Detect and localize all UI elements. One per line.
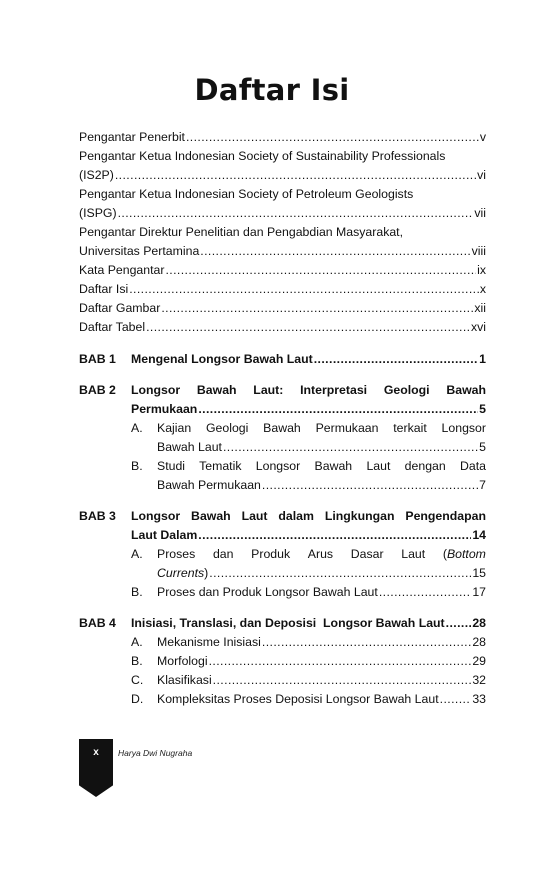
section-letter: B.	[131, 585, 143, 599]
toc-chapter-title: Mengenal Longsor Bawah Laut	[131, 352, 313, 366]
toc-section-3b[interactable]	[157, 583, 486, 601]
chapter-label: BAB 2	[79, 383, 116, 397]
toc-section-3a-line2[interactable]	[157, 564, 486, 582]
toc-section-title: Kompleksitas Proses Deposisi Longsor Bawah Laut	[157, 692, 439, 706]
toc-leader-dots	[379, 583, 472, 601]
toc-entry-text: Daftar Gambar	[79, 301, 161, 315]
toc-section-2a-line2[interactable]	[157, 438, 486, 456]
toc-leader-dots	[209, 652, 472, 670]
author-name: Harya Dwi Nugraha	[118, 748, 193, 758]
word: Proses	[157, 547, 196, 561]
section-letter: B.	[131, 654, 143, 668]
toc-section-title: Klasifikasi	[157, 673, 212, 687]
toc-section-2b-line1[interactable]	[157, 457, 486, 475]
toc-entry-text: Daftar Tabel	[79, 320, 146, 334]
word: (Bottom	[442, 547, 486, 561]
toc-page-number: 32	[472, 673, 486, 687]
chapter-label: BAB 3	[79, 509, 116, 523]
toc-page-number: 1	[479, 352, 486, 366]
section-letter: D.	[131, 692, 144, 706]
section-letter: C.	[131, 673, 144, 687]
toc-chapter-3-line2[interactable]	[131, 526, 486, 544]
table-of-contents	[79, 0, 486, 869]
toc-leader-dots	[200, 242, 470, 260]
toc-page-number: 17	[472, 585, 486, 599]
toc-leader-dots	[314, 350, 478, 368]
toc-page-number: 33	[472, 692, 486, 706]
toc-page-number: vi	[477, 168, 486, 182]
toc-section-title: Mekanisme Inisiasi	[157, 635, 261, 649]
toc-leader-dots	[165, 261, 476, 279]
toc-page-number: ix	[477, 263, 486, 277]
toc-entry-text: Pengantar Ketua Indonesian Society of Petroleum Geologists	[79, 187, 414, 201]
section-letter: A.	[131, 547, 143, 561]
toc-section-title: Bawah Permukaan	[157, 478, 261, 492]
page-title: Daftar Isi	[194, 73, 350, 107]
toc-entry-text: (IS2P)	[79, 168, 114, 182]
word: Laut	[401, 547, 426, 561]
word: Arus	[307, 547, 334, 561]
chapter-label: BAB 1	[79, 352, 116, 366]
toc-chapter-4[interactable]	[131, 614, 486, 632]
toc-page-number: viii	[471, 244, 486, 258]
toc-leader-dots	[115, 166, 476, 184]
toc-entry-daftar-tabel[interactable]	[79, 318, 486, 336]
toc-chapter-title: Longsor Bawah Laut: Interpretasi Geologi Bawah	[131, 383, 486, 397]
toc-section-title: Studi Tematik Longsor Bawah Laut dengan Data	[157, 459, 486, 473]
toc-page-number: 5	[479, 402, 486, 416]
toc-page-number: xii	[474, 301, 486, 315]
toc-leader-dots	[129, 280, 479, 298]
section-letter: A.	[131, 421, 143, 435]
toc-page-number: 15	[472, 566, 486, 580]
toc-entry-daftar-isi[interactable]	[79, 280, 486, 298]
toc-entry-text: (ISPG)	[79, 206, 117, 220]
toc-section-2a-line1[interactable]	[157, 419, 486, 437]
toc-section-title: Morfologi	[157, 654, 208, 668]
toc-page-number: 5	[479, 440, 486, 454]
italic-term-2: Currents	[157, 566, 205, 580]
toc-chapter-title: Inisiasi, Translasi, dan Deposisi Longsor Bawah Laut	[131, 616, 445, 630]
toc-leader-dots	[186, 128, 479, 146]
toc-entry-text: Pengantar Ketua Indonesian Society of Sustainability Professionals	[79, 149, 446, 163]
toc-section-title: Currents)	[157, 566, 209, 580]
toc-section-4a[interactable]	[157, 633, 486, 651]
toc-chapter-title: Longsor Bawah Laut dalam Lingkungan Pengendapan	[131, 509, 486, 523]
toc-leader-dots	[209, 564, 471, 582]
section-letter: A.	[131, 635, 143, 649]
toc-entry-text: Universitas Pertamina	[79, 244, 200, 258]
toc-entry-pengantar-direktur-line1[interactable]	[79, 223, 486, 241]
toc-section-title-wrap	[157, 545, 486, 563]
toc-chapter-2-line2[interactable]	[131, 400, 486, 418]
toc-chapter-1[interactable]	[131, 350, 486, 368]
toc-entry-text: Pengantar Penerbit	[79, 130, 185, 144]
toc-entry-pengantar-direktur-line2[interactable]	[79, 242, 486, 260]
toc-entry-text: Daftar Isi	[79, 282, 129, 296]
toc-leader-dots	[446, 614, 472, 632]
chapter-label: BAB 4	[79, 616, 116, 630]
toc-section-4b[interactable]	[157, 652, 486, 670]
word: Dasar	[350, 547, 384, 561]
toc-page-number: 28	[472, 635, 486, 649]
toc-section-title: Proses dan Produk Longsor Bawah Laut	[157, 585, 378, 599]
toc-page-number: 28	[472, 616, 486, 630]
toc-leader-dots	[198, 526, 471, 544]
toc-leader-dots	[262, 476, 478, 494]
toc-leader-dots	[440, 690, 472, 708]
section-letter: B.	[131, 459, 143, 473]
toc-section-4c[interactable]	[157, 671, 486, 689]
toc-entry-pengantar-is2p-line1[interactable]	[79, 147, 486, 165]
toc-leader-dots	[146, 318, 470, 336]
toc-entry-kata-pengantar[interactable]	[79, 261, 486, 279]
toc-chapter-3-line1[interactable]	[131, 507, 486, 525]
word: Produk	[251, 547, 291, 561]
toc-entry-text: Pengantar Direktur Penelitian dan Pengabdian Masyarakat,	[79, 225, 404, 239]
toc-entry-text: Kata Pengantar	[79, 263, 165, 277]
toc-section-2b-line2[interactable]	[157, 476, 486, 494]
toc-leader-dots	[161, 299, 473, 317]
toc-entry-pengantar-penerbit[interactable]	[79, 128, 486, 146]
toc-page-number: x	[479, 282, 486, 296]
toc-page-number: v	[479, 130, 486, 144]
toc-leader-dots	[198, 400, 478, 418]
toc-section-title: Bawah Laut	[157, 440, 222, 454]
toc-chapter-title: Laut Dalam	[131, 528, 198, 542]
toc-chapter-title: Permukaan	[131, 402, 198, 416]
toc-page-number: 14	[472, 528, 486, 542]
toc-leader-dots	[213, 671, 472, 689]
toc-page-number: 29	[472, 654, 486, 668]
toc-entry-pengantar-ispg-line2[interactable]	[79, 204, 486, 222]
toc-section-title: Kajian Geologi Bawah Permukaan terkait Longsor	[157, 421, 486, 435]
toc-chapter-2-line1[interactable]	[131, 381, 486, 399]
italic-term: Bottom	[446, 547, 486, 561]
toc-section-3a-line1[interactable]	[157, 545, 486, 563]
toc-entry-pengantar-ispg-line1[interactable]	[79, 185, 486, 203]
word: dan	[212, 547, 234, 561]
toc-entry-pengantar-is2p-line2[interactable]	[79, 166, 486, 184]
toc-page-number: xvi	[470, 320, 486, 334]
toc-page-number: 7	[479, 478, 486, 492]
toc-leader-dots	[118, 204, 474, 222]
toc-leader-dots	[262, 633, 471, 651]
toc-section-4d[interactable]	[157, 690, 486, 708]
toc-leader-dots	[223, 438, 478, 456]
toc-entry-daftar-gambar[interactable]	[79, 299, 486, 317]
toc-page-number: vii	[474, 206, 486, 220]
page-number: x	[93, 747, 99, 758]
